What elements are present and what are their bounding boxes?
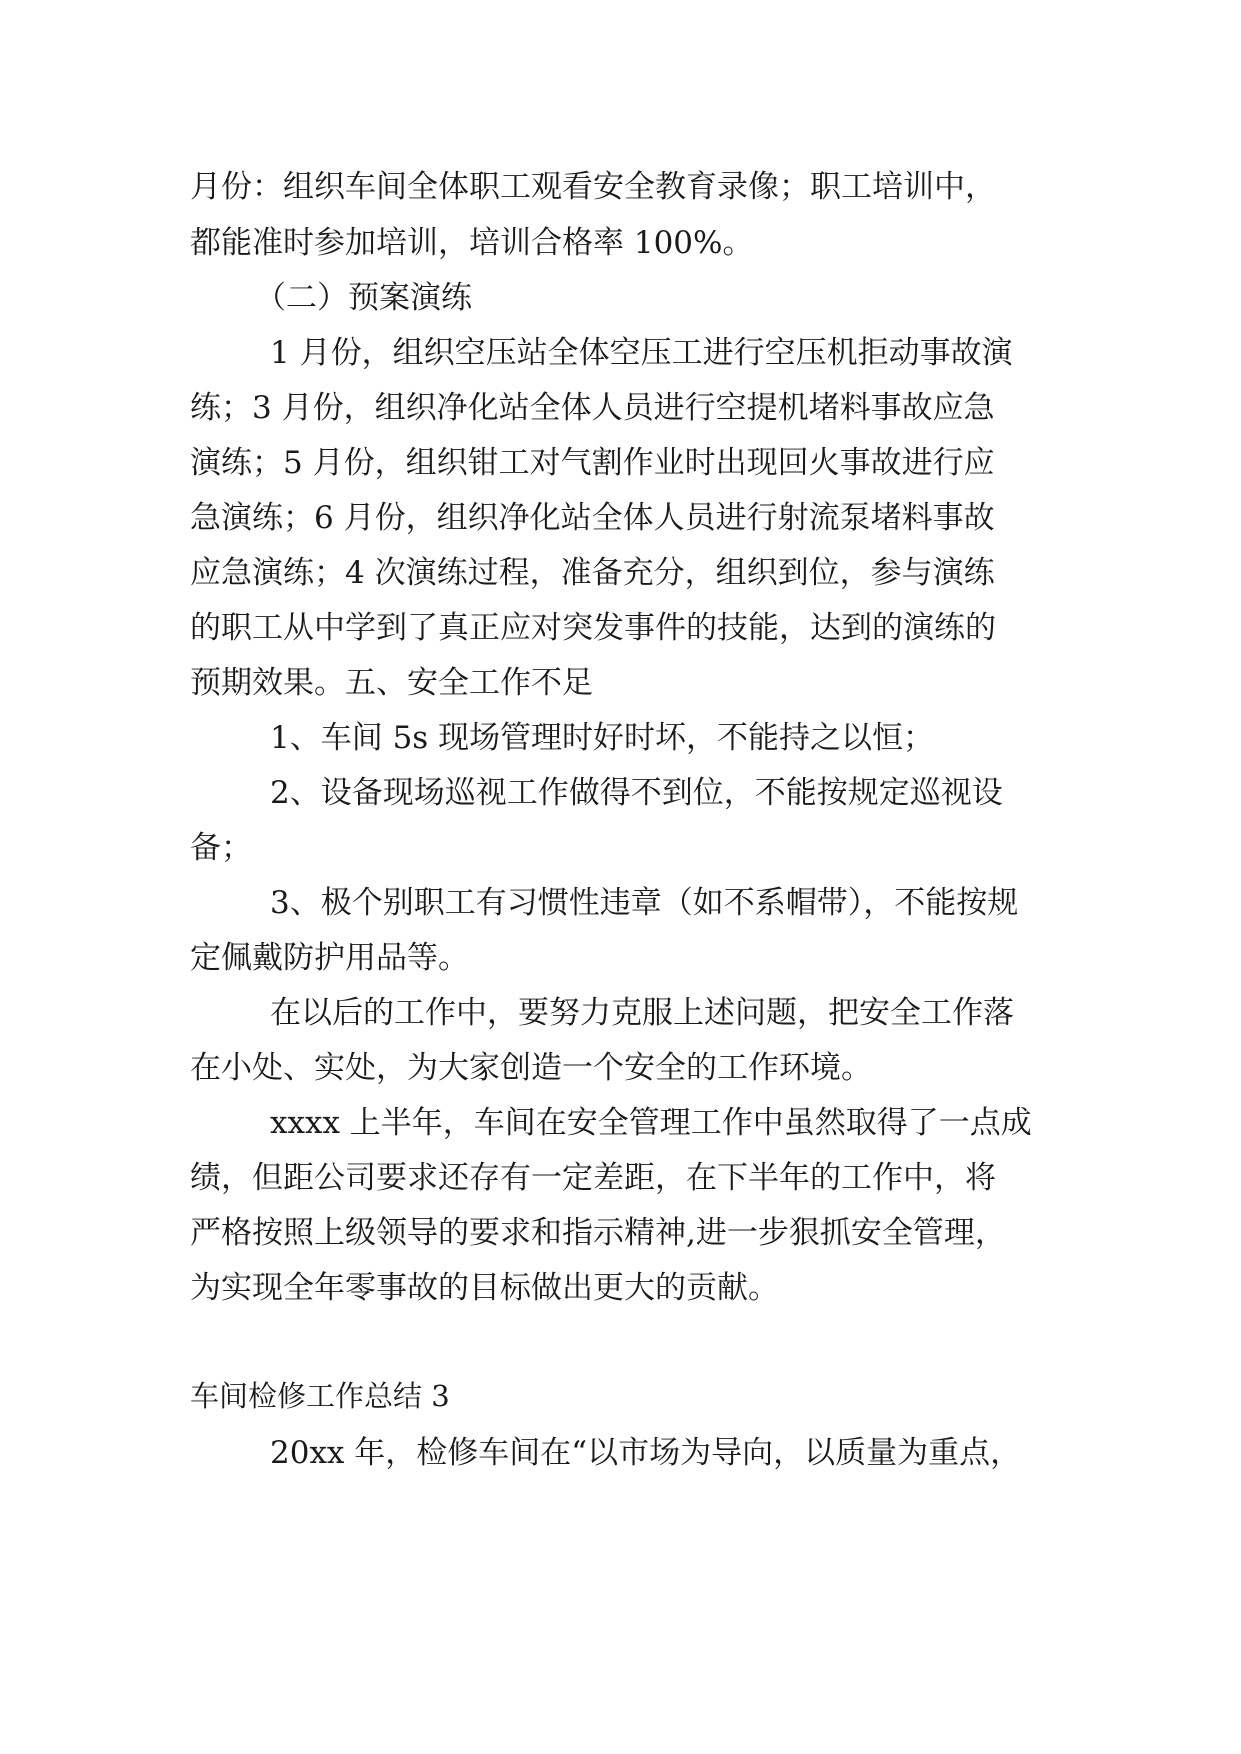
line-text: 月份：组织车间全体职工观看安全教育录像；职工培训中，: [190, 169, 996, 205]
line-text: 1、车间 5s 现场管理时好时坏，不能持之以恒；: [270, 720, 935, 756]
list-item: [0, 763, 1241, 823]
line-text: 定佩戴防护用品等。: [190, 940, 469, 976]
line-text: 的职工从中学到了真正应对突发事件的技能，达到的演练的: [190, 610, 996, 646]
paragraph-line: [0, 543, 1241, 603]
line-text: 急演练；6 月份，组织净化站全体人员进行射流泵堵料事故: [190, 500, 995, 536]
line-text: 2、设备现场巡视工作做得不到位，不能按规定巡视设: [270, 775, 1003, 811]
line-text: 车间检修工作总结 3: [190, 1379, 450, 1413]
section-heading: [0, 268, 1241, 328]
paragraph-line: [0, 213, 1241, 273]
line-text: 为实现全年零事故的目标做出更大的贡献。: [190, 1270, 779, 1306]
paragraph-line: [0, 653, 1241, 713]
line-text: （二）预案演练: [255, 280, 472, 316]
line-text: 在小处、实处，为大家创造一个安全的工作环境。: [190, 1050, 872, 1086]
line-text: 备；: [190, 830, 252, 866]
line-text: 在以后的工作中，要努力克服上述问题，把安全工作落: [270, 995, 1014, 1031]
paragraph-line: [0, 1423, 1241, 1483]
line-text: 20xx 年，检修车间在“以市场为导向，以质量为重点，: [270, 1435, 1022, 1471]
paragraph-line: [0, 983, 1241, 1043]
line-text: 练；3 月份，组织净化站全体人员进行空提机堵料事故应急: [190, 390, 995, 426]
paragraph-line: [0, 488, 1241, 548]
line-text: 都能准时参加培训，培训合格率 100%。: [190, 225, 754, 261]
paragraph-line: [0, 818, 1241, 878]
paragraph-line: [0, 1093, 1241, 1153]
paragraph-line: [0, 433, 1241, 493]
list-item: [0, 708, 1241, 768]
line-text: 1 月份，组织空压站全体空压工进行空压机拒动事故演: [270, 335, 1013, 371]
paragraph-line: [0, 1148, 1241, 1208]
line-text: 严格按照上级领导的要求和指示精神,进一步狠抓安全管理，: [190, 1215, 1006, 1251]
paragraph-line: [0, 928, 1241, 988]
paragraph-line: [0, 1203, 1241, 1263]
paragraph-line: [0, 1038, 1241, 1098]
line-text: 演练；5 月份，组织钳工对气割作业时出现回火事故进行应: [190, 445, 995, 481]
line-text: xxxx 上半年，车间在安全管理工作中虽然取得了一点成: [270, 1105, 1032, 1141]
paragraph-line: [0, 157, 1241, 217]
paragraph-line: [0, 598, 1241, 658]
line-text: 预期效果。五、安全工作不足: [190, 665, 593, 701]
list-item: [0, 873, 1241, 933]
line-text: 应急演练；4 次演练过程，准备充分，组织到位，参与演练: [190, 555, 995, 591]
paragraph-line: [0, 378, 1241, 438]
line-text: 绩，但距公司要求还存有一定差距，在下半年的工作中，将: [190, 1160, 996, 1196]
paragraph-line: [0, 323, 1241, 383]
paragraph-line: [0, 1258, 1241, 1318]
document-heading: [0, 1366, 1241, 1426]
line-text: 3、极个别职工有习惯性违章（如不系帽带），不能按规: [270, 885, 1019, 921]
